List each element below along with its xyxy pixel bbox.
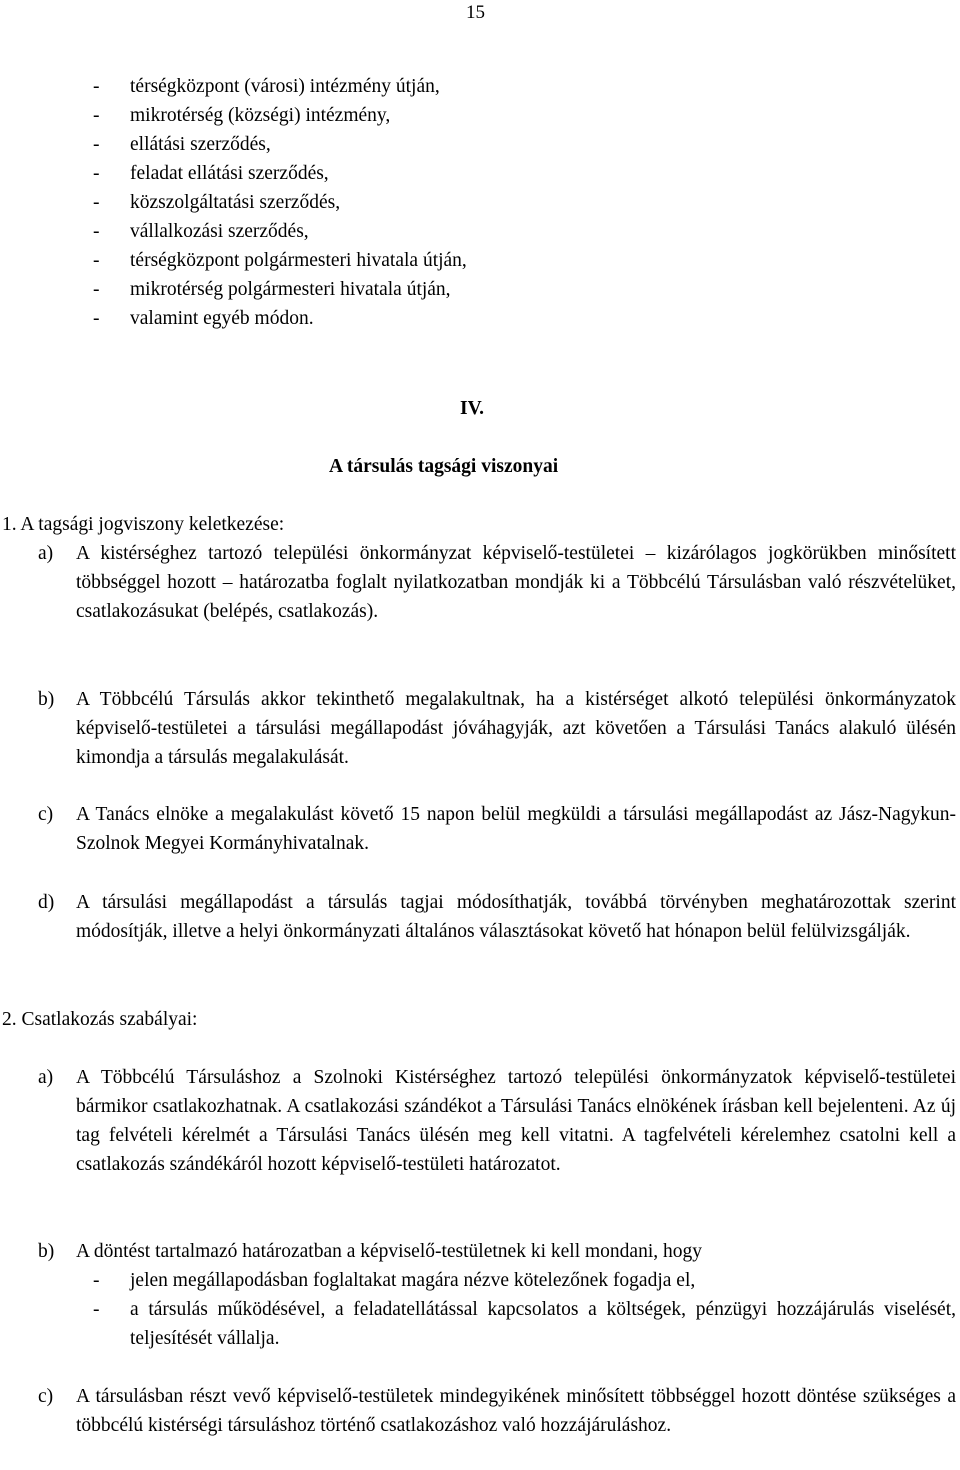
section-2-item-c: c) A társulásban részt vevő képviselő-testületek mindegyikének minősített többséggel hozott döntése szükséges a többcélú kistérségi társuláshoz történő csatlakozáshoz való hozzájáruláshoz. bbox=[38, 1386, 956, 1436]
section-1-item-b: b) A Többcélú Társulás akkor tekinthető megalakultnak, ha a kistérséget alkotó települési önkormányzatok képviselő-testületei a társulási megállapodást jóváhagyják, azt követően a Társulási Tanács alakuló ülésén kimondja a társulás megalakulását. bbox=[38, 689, 956, 768]
list-item: - térségközpont polgármesteri hivatala útján, bbox=[93, 250, 467, 271]
list-item: - ellátási szerződés, bbox=[93, 134, 271, 155]
list-item: - valamint egyéb módon. bbox=[93, 308, 314, 329]
section-1-item-c: c) A Tanács elnöke a megalakulást követő 15 napon belül megküldi a társulási megállapodást az Jász-Nagykun-Szolnok Megyei Kormányhivatalnak. bbox=[38, 804, 956, 854]
section-2-item-b: b) A döntést tartalmazó határozatban a képviselő-testületnek ki kell mondani, hogy bbox=[38, 1241, 702, 1262]
list-item: - jelen megállapodásban foglaltakat magára nézve kötelezőnek fogadja el, bbox=[93, 1270, 696, 1291]
list-item: - mikrotérség (községi) intézmény, bbox=[93, 105, 391, 126]
section-1-item-a: a) A kistérséghez tartozó települési önkormányzat képviselő-testületei – kizárólagos jogkörükben minősített többséggel hozott – határozatba foglalt nyilatkozatban mondják ki a Többcélú Társulásban való részvételüket, csatlakozásukat (belépés, csatlakozás). bbox=[38, 543, 956, 622]
list-item: - közszolgáltatási szerződés, bbox=[93, 192, 341, 213]
page-number: 15 bbox=[466, 2, 485, 23]
list-item: - térségközpont (városi) intézmény útján, bbox=[93, 76, 440, 97]
list-item: - mikrotérség polgármesteri hivatala útján, bbox=[93, 279, 451, 300]
intro-list bbox=[93, 72, 793, 333]
section-2-title: 2. Csatlakozás szabályai: bbox=[2, 1009, 198, 1030]
section-1-title: 1. A tagsági jogviszony keletkezése: bbox=[2, 514, 285, 535]
list-item: - a társulás működésével, a feladatellátással kapcsolatos a költségek, pénzügyi hozzájárulás viselését, teljesítését vállalja. bbox=[93, 1299, 956, 1349]
section-1-item-d: d) A társulási megállapodást a társulás tagjai módosíthatják, továbbá törvényben meghatározottak szerint módosítják, illetve a helyi önkormányzati általános választásokat követő hat hónapon belül felülvizsgálják. bbox=[38, 892, 956, 942]
document-page: 15 - térségközpont (városi) intézmény útján, - mikrotérség (községi) intézmény, - ellátási szerződés, - feladat ellátási szerződés, - közszolgáltatási szerződés, - vállalkozási szerződés, - térségközpont polgármesteri hivatala útján, - mikrotérség polgármesteri hivatala útján, - valamint egyéb módon. IV. A társulás tagsági viszonyai 1. A tagsági jogviszony keletkezése: a) A kistérséghez tartozó települési önkormányzat képviselő-testületei – kizárólagos jogkörükben minősített többséggel hozott – határozatba foglalt nyilatkozatban mondják ki a Többcélú Társulásban való részvételüket, csatlakozásukat (belépés, csatlakozás). b) A Többcélú Társulás akkor tekinthető megalakultnak, ha a kistérséget alkotó települési önkormányzatok képviselő-testületei a társulási megállapodást jóváhagyják, azt követően a Társulási Tanács alakuló ülésén kimondja a társulás megalakulását. c) A Tanács elnöke a megalakulást követő 15 napon belül megküldi a társulási megállapodást az Jász-Nagykun-Szolnok Megyei Kormányhivatalnak. d) A társulási megállapodást a társulás tagjai módosíthatják, továbbá törvényben meghatározottak szerint módosítják, illetve a helyi önkormányzati általános választásokat követő hat hónapon belül felülvizsgálják. 2. Csatlakozás szabályai: a) A Többcélú Társuláshoz a Szolnoki Kistérséghez tartozó települési önkormányzatok képviselő-testületei bármikor csatlakozhatnak. A csatlakozási szándékot a Társulási Tanács elnökének írásban kell bejelenteni. Az új tag felvételi kérelmét a Társulási Tanács ülésén meg kell vitatni. A tagfelvételi kérelemhez csatolni kell a csatlakozás szándékáról hozott képviselő-testületi határozatot. b) A döntést tartalmazó határozatban a képviselő-testületnek ki kell mondani, hogy - jelen megállapodásban foglaltakat magára nézve kötelezőnek fogadja el, - a társulás működésével, a feladatellátással kapcsolatos a költségek, pénzügyi hozzájárulás viselését, teljesítését vállalja. c) A társulásban részt vevő képviselő-testületek mindegyikének minősített többséggel hozott döntése szükséges a többcélú kistérségi társuláshoz történő csatlakozáshoz való hozzájáruláshoz. bbox=[0, 0, 960, 1470]
list-item: - vállalkozási szerződés, bbox=[93, 221, 309, 242]
list-item: - feladat ellátási szerződés, bbox=[93, 163, 329, 184]
section-2-item-a: a) A Többcélú Társuláshoz a Szolnoki Kistérséghez tartozó települési önkormányzatok képviselő-testületei bármikor csatlakozhatnak. A csatlakozási szándékot a Társulási Tanács elnökének írásban kell bejelenteni. Az új tag felvételi kérelmét a Társulási Tanács ülésén meg kell vitatni. A tagfelvételi kérelemhez csatolni kell a csatlakozás szándékáról hozott képviselő-testületi határozatot. bbox=[38, 1067, 956, 1175]
